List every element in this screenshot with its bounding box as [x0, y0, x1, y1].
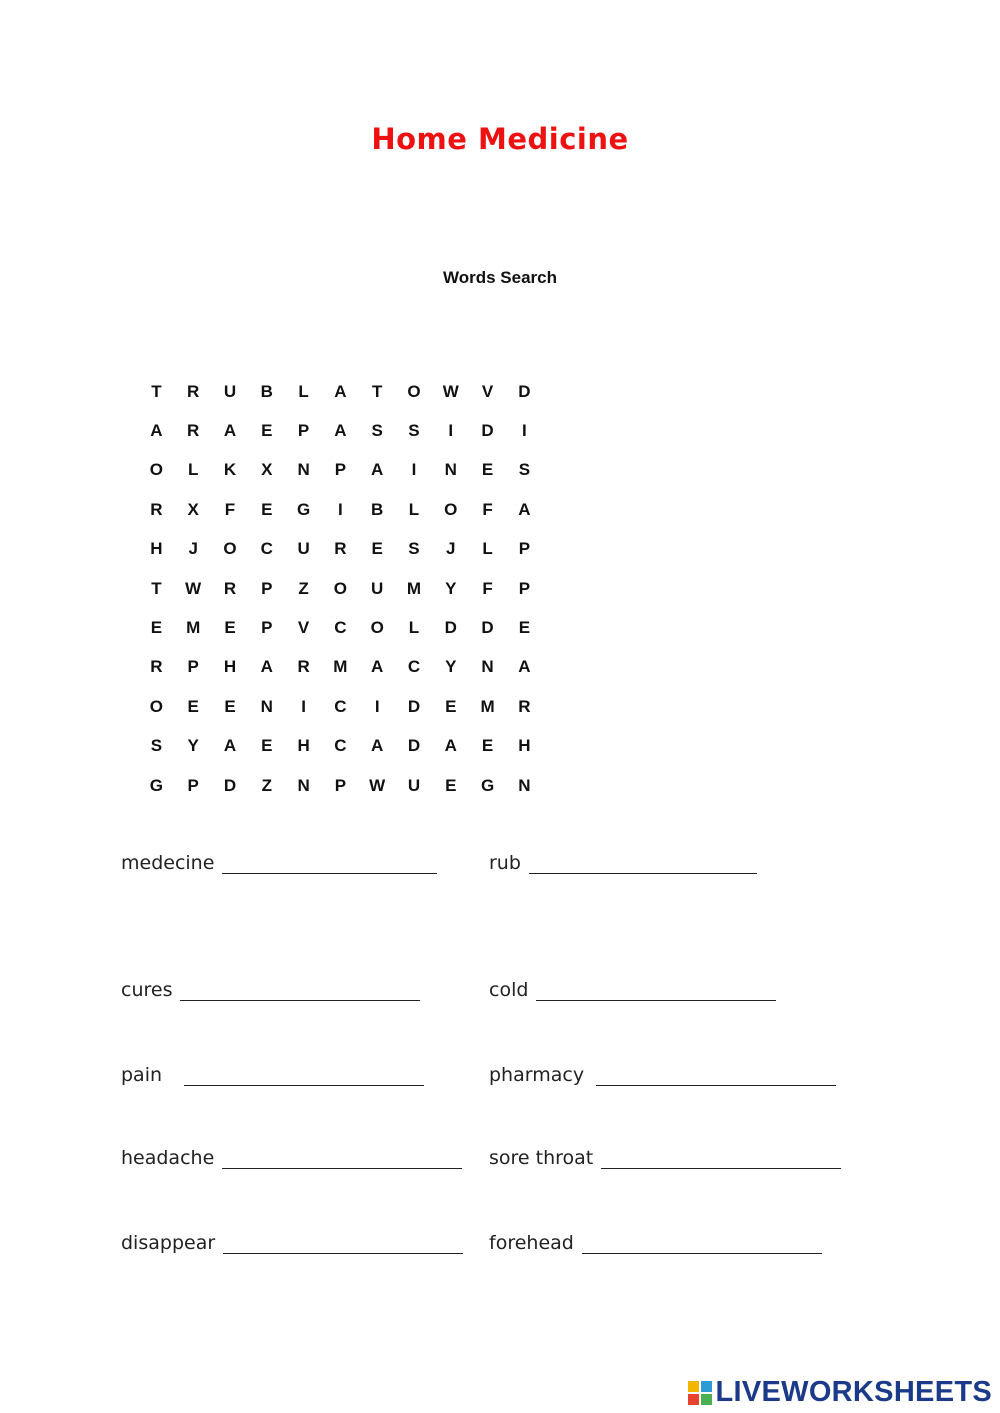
section-subtitle: Words Search	[442, 268, 557, 287]
grid-letter[interactable]: U	[371, 578, 384, 598]
grid-letter[interactable]: D	[444, 618, 457, 638]
grid-letter[interactable]: R	[187, 381, 200, 401]
page-title: Home Medicine	[371, 122, 629, 156]
grid-letter[interactable]: C	[407, 657, 421, 677]
grid-letter[interactable]: R	[150, 657, 163, 677]
answer-blank[interactable]	[222, 855, 437, 874]
grid-letter[interactable]: P	[261, 578, 273, 598]
grid-letter[interactable]: A	[371, 460, 384, 480]
grid-letter[interactable]: X	[261, 460, 273, 480]
answer-blank[interactable]	[529, 855, 757, 874]
grid-letter[interactable]: R	[223, 578, 237, 598]
grid-letter[interactable]: M	[480, 696, 495, 716]
grid-row	[138, 569, 543, 608]
grid-letter[interactable]: A	[223, 421, 237, 441]
grid-letter[interactable]: O	[444, 499, 458, 519]
grid-letter[interactable]: H	[518, 736, 531, 756]
word-label: cold	[489, 979, 529, 1001]
grid-letter[interactable]: P	[518, 578, 531, 598]
grid-letter[interactable]: J	[188, 539, 198, 559]
word-entry-disappear	[121, 1232, 463, 1254]
grid-letter[interactable]: D	[223, 775, 237, 795]
grid-letter[interactable]: E	[481, 460, 494, 480]
grid-letter[interactable]: H	[150, 539, 163, 559]
grid-letter[interactable]: T	[371, 381, 383, 401]
grid-letter[interactable]: P	[261, 618, 273, 638]
grid-row	[138, 411, 543, 450]
grid-letter[interactable]: E	[261, 499, 273, 519]
answer-blank[interactable]	[601, 1150, 841, 1169]
grid-letter[interactable]: N	[260, 696, 273, 716]
grid-letter[interactable]: I	[301, 696, 306, 716]
grid-letter[interactable]: L	[408, 618, 420, 638]
grid-row	[138, 372, 543, 411]
grid-letter[interactable]: S	[408, 421, 420, 441]
grid-letter[interactable]: S	[408, 539, 420, 559]
grid-letter[interactable]: E	[261, 736, 273, 756]
grid-letter[interactable]: G	[480, 775, 495, 795]
grid-row	[138, 687, 543, 726]
grid-letter[interactable]: V	[297, 618, 310, 638]
grid-letter[interactable]: A	[150, 421, 163, 441]
grid-letter[interactable]: L	[188, 460, 199, 480]
grid-letter[interactable]: C	[334, 696, 347, 716]
grid-letter[interactable]: A	[223, 736, 237, 756]
grid-row	[138, 490, 543, 529]
grid-letter[interactable]: U	[297, 539, 310, 559]
grid-letter[interactable]: A	[371, 657, 384, 677]
grid-letter[interactable]: P	[187, 657, 199, 677]
grid-letter[interactable]: I	[411, 460, 417, 480]
word-label: pharmacy	[489, 1064, 585, 1086]
word-entry-headache	[121, 1147, 462, 1169]
word-label: medecine	[121, 852, 215, 874]
grid-letter[interactable]: D	[518, 381, 531, 401]
grid-letter[interactable]: Z	[298, 578, 309, 598]
grid-letter[interactable]: R	[150, 499, 163, 519]
grid-letter[interactable]: G	[296, 499, 311, 519]
grid-letter[interactable]: R	[334, 539, 347, 559]
grid-row	[138, 451, 543, 490]
grid-letter[interactable]: P	[334, 775, 347, 795]
footer-branding	[688, 1376, 993, 1409]
grid-letter[interactable]: E	[518, 618, 531, 638]
answer-blank[interactable]	[582, 1235, 822, 1254]
answer-blank[interactable]	[180, 982, 420, 1001]
grid-letter[interactable]: I	[338, 499, 343, 519]
grid-letter[interactable]: S	[150, 736, 163, 756]
grid-letter[interactable]: P	[334, 460, 347, 480]
word-entry-sore-throat	[489, 1147, 841, 1169]
grid-letter[interactable]: G	[149, 775, 164, 795]
answer-blank[interactable]	[184, 1067, 424, 1086]
grid-letter[interactable]: Z	[261, 775, 272, 795]
grid-letter[interactable]: K	[223, 460, 237, 480]
grid-letter[interactable]: A	[371, 736, 384, 756]
grid-letter[interactable]: Y	[445, 578, 457, 598]
grid-letter[interactable]: P	[518, 539, 531, 559]
grid-letter[interactable]: O	[407, 381, 421, 401]
word-search-grid	[138, 372, 543, 805]
grid-letter[interactable]: N	[297, 460, 310, 480]
grid-letter[interactable]: B	[371, 499, 384, 519]
grid-letter[interactable]: H	[223, 657, 237, 677]
grid-letter[interactable]: E	[371, 539, 383, 559]
grid-letter[interactable]: E	[445, 775, 457, 795]
grid-letter[interactable]: R	[187, 421, 200, 441]
word-entry-forehead	[489, 1232, 822, 1254]
grid-letter[interactable]: S	[371, 421, 383, 441]
grid-letter[interactable]: P	[297, 421, 310, 441]
grid-letter[interactable]: A	[334, 421, 347, 441]
grid-letter[interactable]: D	[407, 696, 421, 716]
grid-letter[interactable]: E	[224, 618, 236, 638]
grid-letter[interactable]: W	[185, 578, 202, 598]
grid-letter[interactable]: N	[518, 775, 531, 795]
word-label: rub	[489, 852, 521, 874]
grid-letter[interactable]: L	[298, 381, 309, 401]
grid-letter[interactable]: T	[151, 578, 162, 598]
answer-blank[interactable]	[596, 1067, 836, 1086]
grid-letter[interactable]: T	[151, 381, 162, 401]
word-label: pain	[121, 1064, 163, 1086]
grid-letter[interactable]: O	[223, 539, 237, 559]
grid-letter[interactable]: F	[482, 499, 493, 519]
grid-letter[interactable]: S	[518, 460, 531, 480]
grid-letter[interactable]: A	[260, 657, 273, 677]
grid-letter[interactable]: J	[446, 539, 456, 559]
answer-blank[interactable]	[222, 1150, 462, 1169]
grid-letter[interactable]: A	[444, 736, 457, 756]
grid-letter[interactable]: L	[482, 539, 493, 559]
grid-letter[interactable]: Y	[445, 657, 457, 677]
word-label: sore throat	[489, 1147, 594, 1169]
grid-letter[interactable]: O	[370, 618, 384, 638]
grid-letter[interactable]: E	[224, 696, 236, 716]
grid-letter[interactable]: N	[297, 775, 310, 795]
grid-letter[interactable]: P	[187, 775, 199, 795]
answer-blank[interactable]	[536, 982, 776, 1001]
word-entry-medecine	[121, 852, 437, 874]
grid-letter[interactable]: B	[260, 381, 273, 401]
word-entry-cures	[121, 979, 420, 1001]
word-entry-pharmacy	[489, 1064, 836, 1086]
grid-letter[interactable]: R	[297, 657, 310, 677]
word-entry-cold	[489, 979, 776, 1001]
word-label: forehead	[489, 1232, 574, 1254]
grid-row	[138, 530, 543, 569]
grid-letter[interactable]: O	[149, 696, 164, 716]
grid-letter[interactable]: E	[445, 696, 457, 716]
grid-letter[interactable]: M	[186, 618, 201, 638]
grid-letter[interactable]: W	[369, 775, 386, 795]
grid-letter[interactable]: D	[481, 618, 494, 638]
grid-letter[interactable]: V	[481, 381, 494, 401]
grid-letter[interactable]: M	[333, 657, 348, 677]
brand-name: LIVEWORKSHEETS	[715, 1376, 992, 1408]
grid-letter[interactable]: X	[187, 499, 199, 519]
word-entry-rub	[489, 852, 757, 874]
grid-letter[interactable]: D	[407, 736, 421, 756]
grid-letter[interactable]: N	[481, 657, 494, 677]
grid-letter[interactable]: E	[261, 421, 273, 441]
word-label: disappear	[121, 1232, 216, 1254]
answer-blank[interactable]	[223, 1235, 463, 1254]
grid-letter[interactable]: F	[224, 499, 236, 519]
grid-letter[interactable]: C	[260, 539, 273, 559]
grid-letter[interactable]: C	[334, 618, 347, 638]
grid-letter[interactable]: H	[297, 736, 310, 756]
grid-row	[138, 727, 543, 766]
grid-letter[interactable]: F	[482, 578, 493, 598]
grid-letter[interactable]: R	[518, 696, 531, 716]
grid-letter[interactable]: L	[408, 499, 420, 519]
grid-letter[interactable]: O	[149, 460, 164, 480]
grid-letter[interactable]: E	[150, 618, 163, 638]
word-entry-pain	[121, 1064, 424, 1086]
grid-letter[interactable]: D	[481, 421, 494, 441]
grid-letter[interactable]: N	[444, 460, 457, 480]
word-label: cures	[121, 979, 173, 1001]
grid-letter[interactable]: I	[522, 421, 527, 441]
grid-letter[interactable]: I	[374, 696, 380, 716]
liveworksheets-logo-icon	[688, 1381, 712, 1405]
grid-letter[interactable]: W	[442, 381, 459, 401]
grid-letter[interactable]: I	[448, 421, 454, 441]
grid-letter[interactable]: U	[223, 381, 237, 401]
grid-letter[interactable]: M	[406, 578, 422, 598]
grid-letter[interactable]: C	[334, 736, 347, 756]
grid-row	[138, 608, 543, 647]
word-label: headache	[121, 1147, 215, 1169]
grid-letter[interactable]: A	[518, 499, 531, 519]
grid-letter[interactable]: Y	[187, 736, 199, 756]
grid-letter[interactable]: E	[187, 696, 199, 716]
grid-row	[138, 648, 543, 687]
grid-letter[interactable]: A	[334, 381, 347, 401]
grid-row	[138, 766, 543, 805]
grid-letter[interactable]: U	[407, 775, 421, 795]
grid-letter[interactable]: O	[333, 578, 347, 598]
grid-letter[interactable]: A	[518, 657, 531, 677]
grid-letter[interactable]: E	[481, 736, 494, 756]
